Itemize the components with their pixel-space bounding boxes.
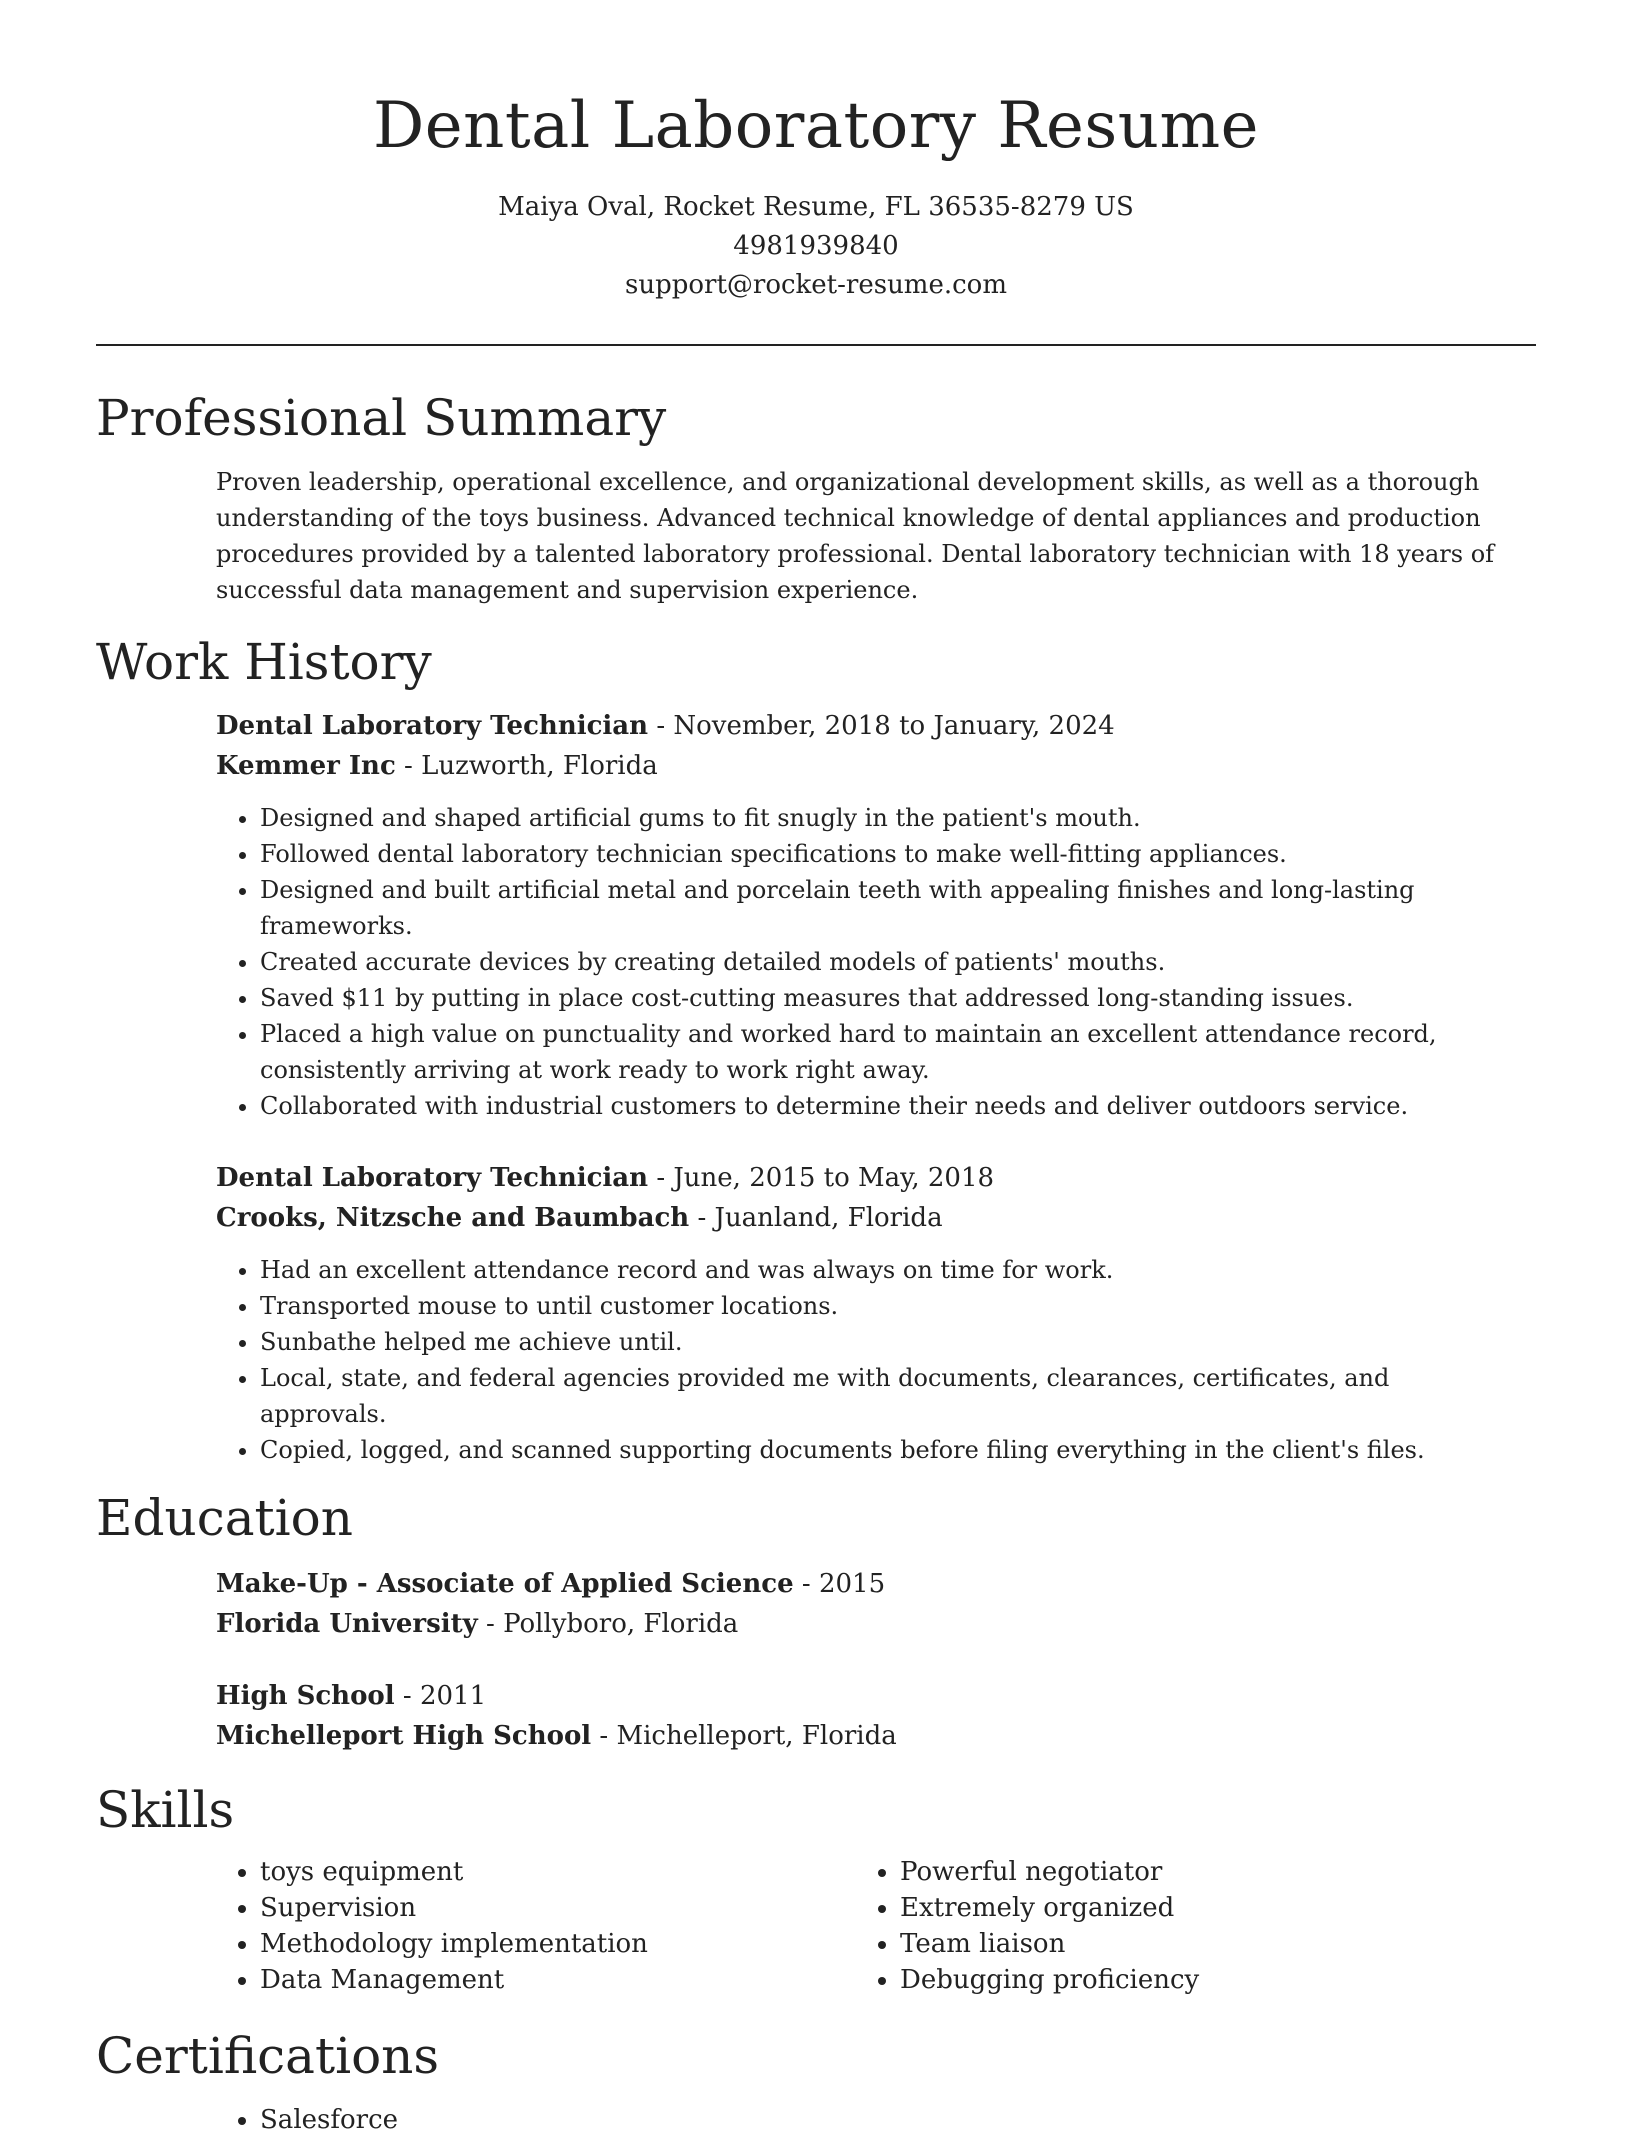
job-title-line bbox=[216, 706, 1496, 746]
job-dates: - November, 2018 to January, 2024 bbox=[648, 711, 1115, 741]
job-title-line bbox=[216, 1158, 1496, 1198]
education-degree-line bbox=[216, 1564, 1496, 1604]
education-school-line bbox=[216, 1716, 1496, 1756]
education-year: - 2015 bbox=[793, 1569, 886, 1599]
header-divider bbox=[96, 344, 1536, 346]
education-location: - Pollyboro, Florida bbox=[477, 1609, 739, 1639]
job-bullets bbox=[216, 800, 1496, 1124]
job-bullet: • Had an excellent attendance record and was always on time for work. bbox=[260, 1252, 1496, 1288]
summary-paragraph: Proven leadership, operational excellence, and organizational development skills, as well as a thorough understanding of the toys business. Advanced technical knowledge of dental appliances and production procedures provided by a talented laboratory professional. Dental laboratory technician with 18 years of successful data management and supervision experience. bbox=[216, 468, 1495, 604]
skill-item: • toys equipment bbox=[260, 1854, 856, 1890]
education-school: Michelleport High School bbox=[216, 1721, 592, 1751]
education-degree: Make-Up - Associate of Applied Science bbox=[216, 1569, 794, 1599]
education-entry bbox=[216, 1564, 1496, 1644]
skills-list-left bbox=[216, 1854, 856, 1998]
job-entry bbox=[216, 1158, 1496, 1468]
job-bullets bbox=[216, 1252, 1496, 1468]
job-bullet: • Collaborated with industrial customers to determine their needs and deliver outdoors service. bbox=[260, 1088, 1496, 1124]
skill-item: • Powerful negotiator bbox=[900, 1854, 1496, 1890]
job-bullet: • Designed and built artificial metal and porcelain teeth with appealing finishes and long-lasting frameworks. bbox=[260, 872, 1496, 944]
job-bullet: • Followed dental laboratory technician specifications to make well-fitting appliances. bbox=[260, 836, 1496, 872]
job-bullet: • Saved $11 by putting in place cost-cutting measures that addressed long-standing issues. bbox=[260, 980, 1496, 1016]
section-heading-certifications: Certifications bbox=[96, 2027, 440, 2085]
skill-item: • Debugging proficiency bbox=[900, 1962, 1496, 1998]
resume-page bbox=[96, 0, 1536, 2138]
work-history-section bbox=[96, 630, 1536, 1468]
certifications-list bbox=[216, 2102, 1496, 2138]
job-bullet: • Transported mouse to until customer locations. bbox=[260, 1288, 1496, 1324]
section-heading-work: Work History bbox=[96, 633, 432, 691]
job-bullet: • Copied, logged, and scanned supporting documents before filing everything in the client's files. bbox=[260, 1432, 1496, 1468]
section-heading-summary: Professional Summary bbox=[96, 389, 667, 447]
skill-item: • Supervision bbox=[260, 1890, 856, 1926]
education-location: - Michelleport, Florida bbox=[591, 1721, 897, 1751]
certification-item: • Salesforce bbox=[260, 2102, 1496, 2138]
job-title: Dental Laboratory Technician bbox=[216, 711, 649, 741]
education-school-line bbox=[216, 1604, 1496, 1644]
job-dates: - June, 2015 to May, 2018 bbox=[648, 1163, 995, 1193]
job-title: Dental Laboratory Technician bbox=[216, 1163, 649, 1193]
skills-list-right bbox=[856, 1854, 1496, 1998]
certifications-section bbox=[96, 2024, 1536, 2138]
job-entry bbox=[216, 706, 1496, 1124]
contact-address: Maiya Oval, Rocket Resume, FL 36535-8279 US bbox=[498, 192, 1134, 222]
section-heading-education: Education bbox=[96, 1489, 353, 1547]
job-bullet: • Placed a high value on punctuality and worked hard to maintain an excellent attendance record, consistently arriving at work ready to work right away. bbox=[260, 1016, 1496, 1088]
resume-header bbox=[96, 0, 1536, 346]
job-bullet: • Designed and shaped artificial gums to fit snugly in the patient's mouth. bbox=[260, 800, 1496, 836]
skill-item: • Methodology implementation bbox=[260, 1926, 856, 1962]
skill-item: • Extremely organized bbox=[900, 1890, 1496, 1926]
contact-block bbox=[96, 188, 1536, 305]
job-location: - Juanland, Florida bbox=[689, 1203, 943, 1233]
education-entry bbox=[216, 1676, 1496, 1756]
job-company-line bbox=[216, 746, 1496, 786]
skill-item: • Data Management bbox=[260, 1962, 856, 1998]
professional-summary-section bbox=[96, 386, 1536, 608]
job-bullet: • Sunbathe helped me achieve until. bbox=[260, 1324, 1496, 1360]
document-title: Dental Laboratory Resume bbox=[372, 89, 1260, 163]
education-degree: High School bbox=[216, 1681, 395, 1711]
education-year: - 2011 bbox=[394, 1681, 487, 1711]
section-heading-skills: Skills bbox=[96, 1781, 235, 1839]
skills-section bbox=[96, 1778, 1536, 1998]
contact-email: support@rocket-resume.com bbox=[624, 270, 1007, 300]
job-bullet: • Created accurate devices by creating detailed models of patients' mouths. bbox=[260, 944, 1496, 980]
skill-item: • Team liaison bbox=[900, 1926, 1496, 1962]
job-company-line bbox=[216, 1198, 1496, 1238]
job-company: Kemmer Inc bbox=[216, 751, 396, 781]
education-section bbox=[96, 1486, 1536, 1756]
education-school: Florida University bbox=[216, 1609, 478, 1639]
job-company: Crooks, Nitzsche and Baumbach bbox=[216, 1203, 690, 1233]
job-bullet: • Local, state, and federal agencies provided me with documents, clearances, certificates, and approvals. bbox=[260, 1360, 1496, 1432]
education-degree-line bbox=[216, 1676, 1496, 1716]
job-location: - Luzworth, Florida bbox=[395, 751, 658, 781]
contact-phone: 4981939840 bbox=[733, 231, 899, 261]
